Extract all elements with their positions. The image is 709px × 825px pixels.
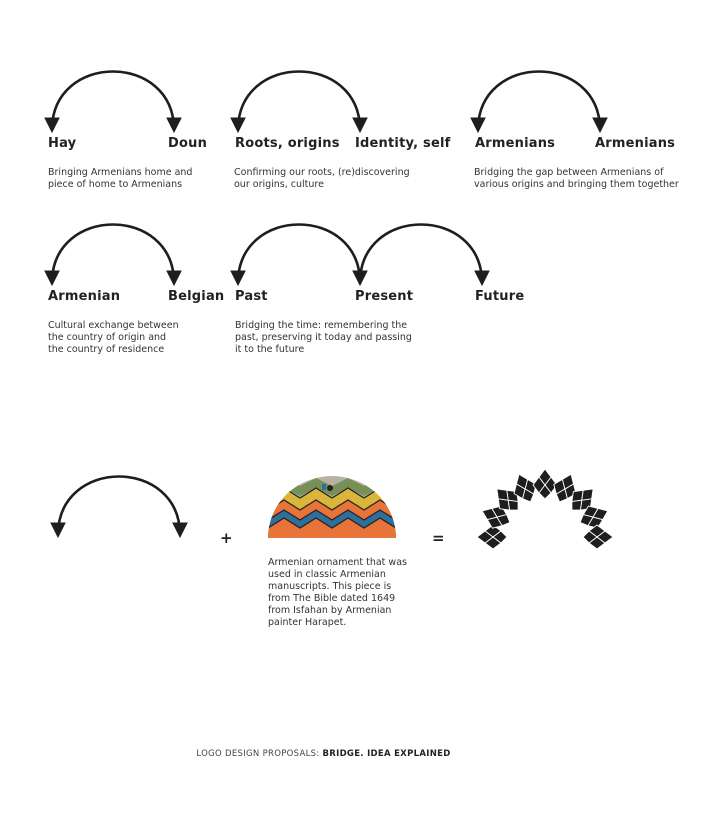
bridge-arc-armenian-belgian bbox=[52, 225, 174, 284]
bridge-arc-past-present bbox=[238, 225, 360, 284]
bridge-arc-armenians-armenians bbox=[478, 72, 600, 131]
logo-diamond-segment bbox=[583, 525, 613, 549]
logo-diamond-segment bbox=[477, 525, 507, 549]
logo-diamond-segment bbox=[533, 469, 557, 499]
desc-armenians: Bridging the gap between Armenians of various origins and bringing them together bbox=[474, 167, 679, 190]
label-armenians-2: Armenians bbox=[595, 136, 676, 151]
label-armenians-1: Armenians bbox=[475, 136, 556, 151]
bridge-arc-plain bbox=[58, 477, 180, 536]
label-belgian: Belgian bbox=[168, 289, 225, 304]
caption-prefix: LOGO DESIGN PROPOSALS: bbox=[196, 749, 323, 759]
bridge-logo-ornament bbox=[477, 469, 613, 549]
bridge-arc-present-future bbox=[360, 225, 482, 284]
label-present: Present bbox=[355, 289, 414, 304]
desc-hay-doun: Bringing Armenians home and piece of home to Armenians bbox=[48, 167, 193, 190]
bridge-arc-roots-identity bbox=[238, 72, 360, 131]
desc-armenian-belgian: Cultural exchange between the country of origin and the country of residence bbox=[48, 320, 179, 355]
label-armenian: Armenian bbox=[48, 289, 121, 304]
manuscript-ornament-image bbox=[268, 476, 396, 540]
ornament-description: Armenian ornament that was used in classic Armenian manuscripts. This piece is from The Bible dated 1649 from Isfahan by Armenian painter Harapet. bbox=[268, 557, 407, 628]
desc-roots-identity: Confirming our roots, (re)discovering our origins, culture bbox=[234, 167, 410, 190]
page-caption bbox=[0, 749, 709, 759]
equals-operator: = bbox=[432, 529, 445, 547]
plus-operator: + bbox=[220, 529, 233, 547]
caption-emphasis: BRIDGE. IDEA EXPLAINED bbox=[322, 749, 451, 759]
label-hay: Hay bbox=[48, 136, 77, 151]
label-identity-self: Identity, self bbox=[355, 136, 451, 151]
label-roots-origins: Roots, origins bbox=[235, 136, 340, 151]
label-doun: Doun bbox=[168, 136, 208, 151]
label-future: Future bbox=[475, 289, 525, 304]
label-past: Past bbox=[235, 289, 268, 304]
bridge-arc-hay-doun bbox=[52, 72, 174, 131]
desc-past-present-future: Bridging the time: remembering the past, preserving it today and passing it to the future bbox=[235, 320, 412, 355]
